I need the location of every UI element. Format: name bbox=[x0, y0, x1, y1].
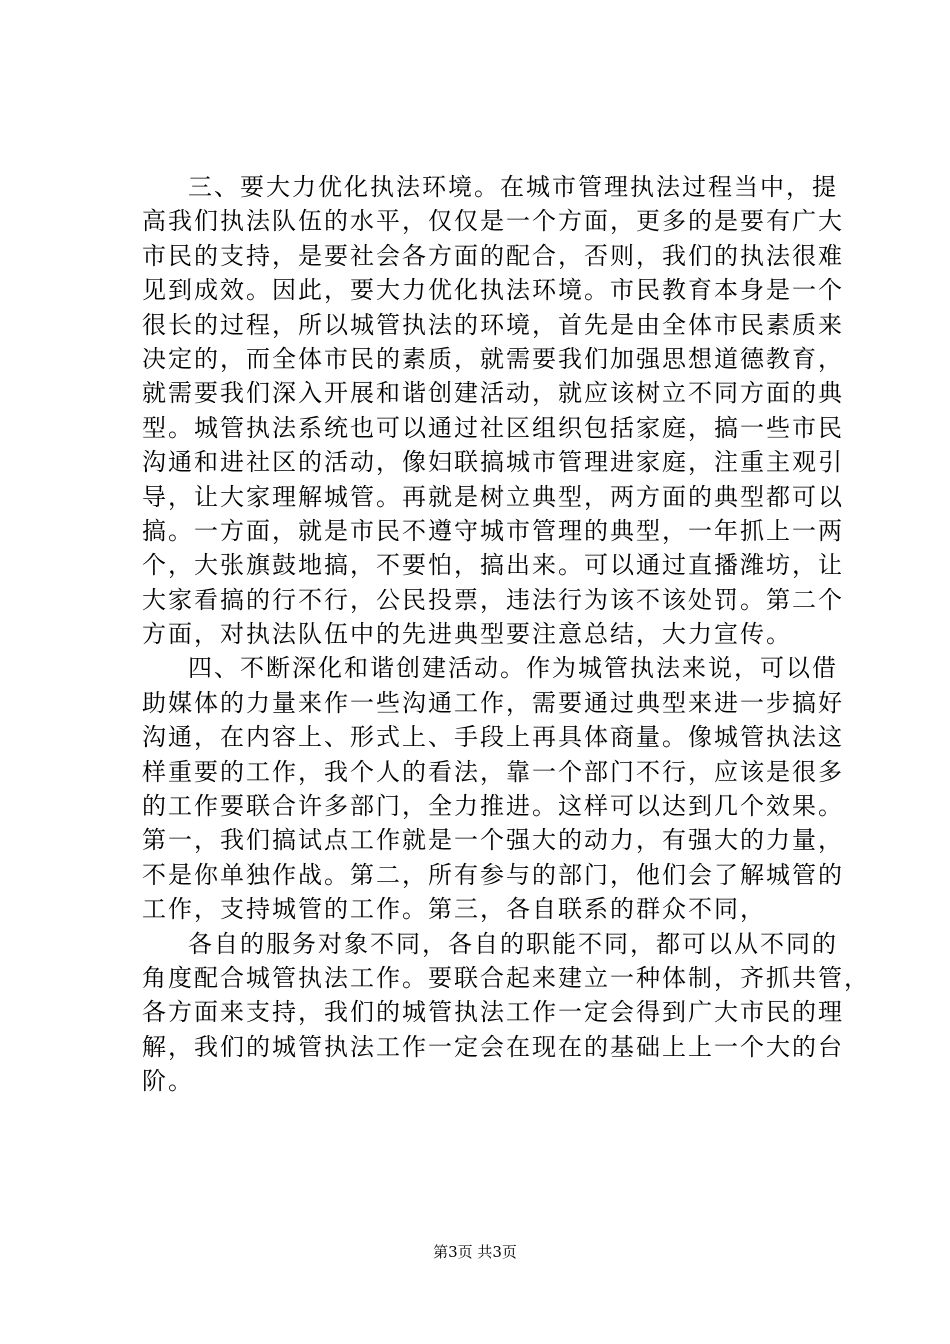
text-line: 三、要大力优化执法环境。在城市管理执法过程当中，提 bbox=[188, 173, 838, 201]
text-line: 市民的支持，是要社会各方面的配合，否则，我们的执法很难 bbox=[142, 241, 844, 270]
paragraph-4 bbox=[142, 651, 844, 926]
text-line: 的工作要联合许多部门，全力推进。这样可以达到几个效果。 bbox=[142, 792, 844, 821]
text-line: 决定的，而全体市民的素质，就需要我们加强思想道德教育， bbox=[142, 344, 844, 373]
text-line: 见到成效。因此，要大力优化执法环境。市民教育本身是一个 bbox=[142, 276, 844, 305]
paragraph-continuation bbox=[142, 927, 870, 1099]
text-line: 方面，对执法队伍中的先进典型要注意总结，大力宣传。 bbox=[142, 620, 792, 649]
text-line: 沟通和进社区的活动，像妇联搞城市管理进家庭，注重主观引 bbox=[142, 448, 844, 477]
text-line: 四、不断深化和谐创建活动。作为城管执法来说，可以借 bbox=[188, 654, 838, 683]
text-line: 导，让大家理解城管。再就是树立典型，两方面的典型都可以 bbox=[142, 482, 844, 511]
text-line: 工作，支持城管的工作。第三，各自联系的群众不同， bbox=[142, 895, 766, 924]
text-line: 很长的过程，所以城管执法的环境，首先是由全体市民素质来 bbox=[142, 310, 844, 339]
document-body bbox=[142, 170, 870, 1099]
text-line: 样重要的工作，我个人的看法，靠一个部门不行，应该是很多 bbox=[142, 757, 844, 786]
page-number-footer: 第3页 共3页 bbox=[433, 1243, 517, 1261]
text-line: 搞。一方面，就是市民不遵守城市管理的典型，一年抓上一两 bbox=[142, 516, 844, 545]
text-line: 高我们执法队伍的水平，仅仅是一个方面，更多的是要有广大 bbox=[142, 207, 844, 236]
text-line: 第一，我们搞试点工作就是一个强大的动力，有强大的力量， bbox=[142, 826, 844, 855]
text-line: 解，我们的城管执法工作一定会在现在的基础上上一个大的台 bbox=[142, 1032, 844, 1061]
text-line: 不是你单独作战。第二，所有参与的部门，他们会了解城管的 bbox=[142, 860, 844, 889]
paragraph-3 bbox=[142, 170, 844, 651]
text-line: 就需要我们深入开展和谐创建活动，就应该树立不同方面的典 bbox=[142, 379, 844, 408]
text-line: 各自的服务对象不同，各自的职能不同，都可以从不同的 bbox=[188, 929, 838, 958]
text-line: 大家看搞的行不行，公民投票，违法行为该不该处罚。第二个 bbox=[142, 585, 844, 614]
text-line: 各方面来支持，我们的城管执法工作一定会得到广大市民的理 bbox=[142, 998, 844, 1027]
text-line: 沟通，在内容上、形式上、手段上再具体商量。像城管执法这 bbox=[142, 723, 844, 752]
text-line: 角度配合城管执法工作。要联合起来建立一种体制，齐抓共管， bbox=[142, 963, 870, 992]
text-line: 阶。 bbox=[142, 1067, 194, 1096]
text-line: 型。城管执法系统也可以通过社区组织包括家庭，搞一些市民 bbox=[142, 413, 844, 442]
text-line: 个，大张旗鼓地搞，不要怕，搞出来。可以通过直播潍坊，让 bbox=[142, 551, 844, 580]
text-line: 助媒体的力量来作一些沟通工作，需要通过典型来进一步搞好 bbox=[142, 688, 844, 717]
